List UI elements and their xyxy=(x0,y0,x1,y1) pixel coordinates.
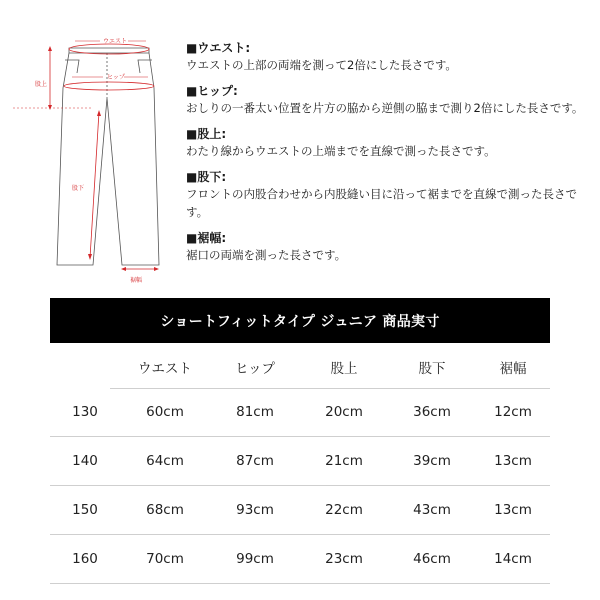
size-table xyxy=(50,345,550,584)
cell-size: 150 xyxy=(72,502,98,518)
definition-hem xyxy=(186,230,586,264)
header-hip: ヒップ xyxy=(234,360,276,377)
cell-inseam: 46cm xyxy=(413,551,451,567)
cell-hem: 12cm xyxy=(494,404,532,420)
table-row xyxy=(50,486,550,535)
definition-waist xyxy=(186,40,586,74)
header-inseam: 股下 xyxy=(418,360,446,377)
cell-rise: 20cm xyxy=(325,404,363,420)
cell-waist: 60cm xyxy=(146,404,184,420)
definition-rise xyxy=(186,126,586,160)
definition-text: 裾口の両端を測った長さです。 xyxy=(186,248,347,262)
hip-label: ヒップ xyxy=(107,74,125,81)
cell-hip: 93cm xyxy=(236,502,274,518)
pants-outline-illustration xyxy=(0,0,180,290)
cell-rise: 23cm xyxy=(325,551,363,567)
cell-inseam: 39cm xyxy=(413,453,451,469)
definition-title: ■裾幅: xyxy=(186,231,227,245)
cell-size: 130 xyxy=(72,404,98,420)
pants-measurement-diagram xyxy=(0,0,180,290)
cell-hem: 13cm xyxy=(494,502,532,518)
measurement-definitions xyxy=(186,40,586,273)
table-row xyxy=(50,535,550,584)
cell-hem: 14cm xyxy=(494,551,532,567)
cell-rise: 21cm xyxy=(325,453,363,469)
definition-text: ウエストの上部の両端を測って2倍にした長さです。 xyxy=(186,58,457,72)
definition-title: ■ウエスト: xyxy=(186,41,251,55)
cell-hip: 81cm xyxy=(236,404,274,420)
size-table-title: ショートフィットタイプ ジュニア 商品実寸 xyxy=(50,298,550,343)
hem-label: 裾幅 xyxy=(130,277,143,284)
waist-measure xyxy=(69,38,149,54)
cell-size: 140 xyxy=(72,453,98,469)
rise-label: 股上 xyxy=(35,81,48,88)
waist-label: ウエスト xyxy=(103,38,128,45)
cell-waist: 70cm xyxy=(146,551,184,567)
cell-hem: 13cm xyxy=(494,453,532,469)
definition-text: おしりの一番太い位置を片方の脇から逆側の脇まで測り2倍にした長さです。 xyxy=(186,101,584,115)
cell-waist: 68cm xyxy=(146,502,184,518)
table-header-row xyxy=(50,345,550,388)
cell-inseam: 36cm xyxy=(413,404,451,420)
header-rise: 股上 xyxy=(330,360,358,377)
definition-title: ■股上: xyxy=(186,127,227,141)
hem-measure xyxy=(121,267,159,284)
hip-measure xyxy=(64,74,154,90)
cell-hip: 87cm xyxy=(236,453,274,469)
inseam-label: 股下 xyxy=(72,185,85,192)
definition-inseam xyxy=(186,169,586,221)
table-row xyxy=(50,388,550,437)
cell-inseam: 43cm xyxy=(413,502,451,518)
header-waist: ウエスト xyxy=(138,360,192,377)
rise-measure xyxy=(13,46,92,110)
definition-hip xyxy=(186,83,586,117)
header-hem: 裾幅 xyxy=(499,360,527,377)
definition-text: フロントの内股合わせから内股縫い目に沿って裾までを直線で測った長さです。 xyxy=(186,187,577,219)
inseam-measure xyxy=(72,110,101,260)
table-row xyxy=(50,437,550,486)
cell-rise: 22cm xyxy=(325,502,363,518)
header-divider xyxy=(110,388,550,389)
cell-size: 160 xyxy=(72,551,98,567)
definition-text: わたり線からウエストの上端までを直線で測った長さです。 xyxy=(186,144,496,158)
definition-title: ■ヒップ: xyxy=(186,84,238,98)
definition-title: ■股下: xyxy=(186,170,227,184)
cell-hip: 99cm xyxy=(236,551,274,567)
cell-waist: 64cm xyxy=(146,453,184,469)
